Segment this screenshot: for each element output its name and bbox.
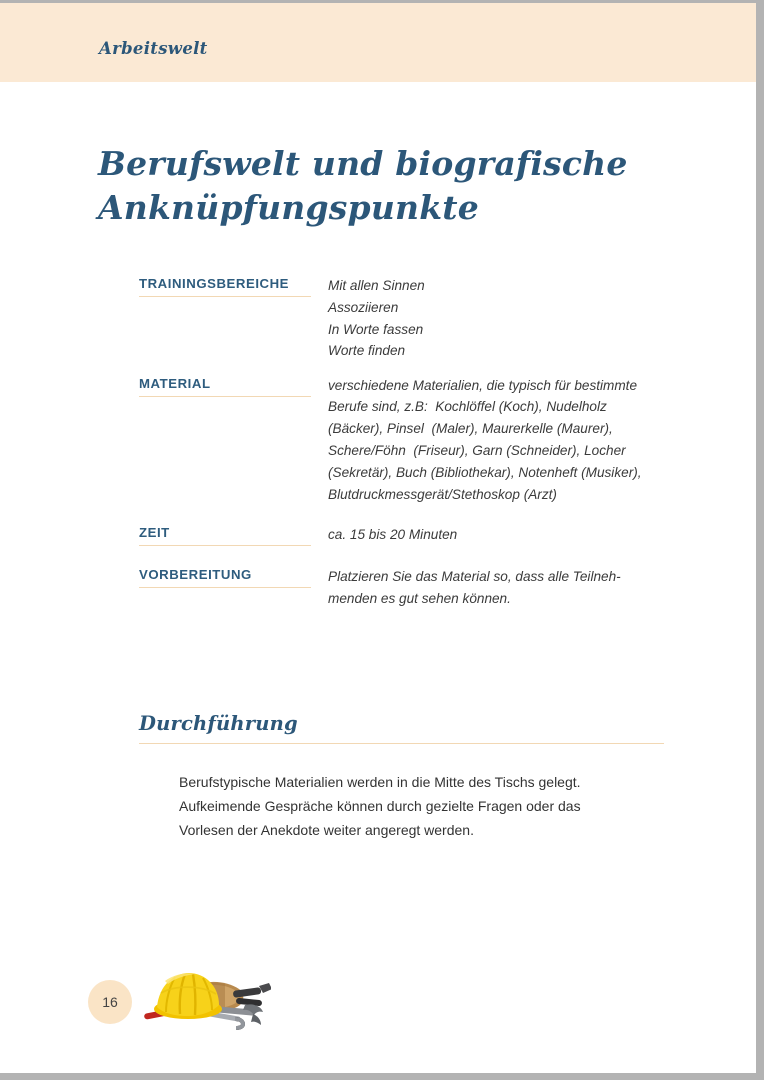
page-sheet (0, 3, 756, 1073)
meta-value-line: Mit allen Sinnen (328, 278, 425, 293)
meta-value-line: Platzieren Sie das Material so, dass alle Teilneh- (328, 569, 621, 585)
meta-label-cell (139, 275, 326, 297)
meta-value-line: Worte finden (328, 343, 406, 359)
meta-value-line: Assoziieren (328, 299, 399, 315)
meta-value-material (328, 375, 664, 506)
meta-label-material: MATERIAL (139, 375, 311, 397)
meta-value-line: ca. 15 bis 20 Minuten (328, 527, 458, 543)
meta-value-line: Berufe sind, z.B: Kochlöffel (Koch), Nudelholz (328, 399, 607, 415)
meta-label-trainingsbereiche: TRAININGSBEREICHE (139, 275, 311, 297)
page-title (98, 142, 658, 230)
meta-value-vorbereitung (328, 566, 664, 610)
meta-value-line: Blutdruckmessgerät/Stethoskop (Arzt) (328, 486, 557, 502)
meta-row-trainingsbereiche (139, 275, 664, 362)
meta-row-vorbereitung (139, 566, 664, 610)
page-number: 16 (102, 994, 118, 1010)
page-title-line-2: Anknüpfungspunkte (98, 188, 479, 228)
meta-row-zeit (139, 524, 664, 546)
section-durchfuehrung (139, 695, 664, 842)
meta-value-line: (Sekretär), Buch (Bibliothekar), Notenheft (Musiker), (328, 464, 642, 480)
meta-value-cell (326, 275, 664, 362)
banner-chapter-title: Arbeitswelt (99, 39, 208, 58)
section-body-line: Aufkeimende Gespräche können durch gezielte Fragen oder das (179, 798, 581, 815)
hard-hat-and-tools-photo (141, 961, 271, 1033)
meta-value-cell (326, 566, 664, 610)
meta-label-cell (139, 375, 326, 397)
section-heading: Durchführung (139, 711, 664, 744)
page-banner (0, 3, 756, 82)
meta-value-line: menden es gut sehen können. (328, 591, 511, 607)
page-number-badge (88, 980, 132, 1024)
meta-label-cell (139, 566, 326, 588)
meta-value-line: verschiedene Materialien, die typisch für bestimmte (328, 377, 638, 393)
meta-table (139, 275, 664, 610)
meta-row-material (139, 375, 664, 506)
page-title-line-1: Berufswelt und biografische (98, 144, 628, 184)
meta-value-line: (Bäcker), Pinsel (Maler), Maurerkelle (Maurer), (328, 421, 613, 437)
meta-value-trainingsbereiche (328, 275, 664, 362)
meta-label-zeit: ZEIT (139, 524, 311, 546)
meta-value-cell (326, 375, 664, 506)
section-body (179, 770, 649, 842)
meta-label-cell (139, 524, 326, 546)
meta-value-zeit (328, 524, 664, 546)
meta-value-cell (326, 524, 664, 546)
section-body-line: Vorlesen der Anekdote weiter angeregt werden. (179, 822, 474, 839)
meta-value-line: In Worte fassen (328, 321, 424, 337)
meta-label-vorbereitung: VORBEREITUNG (139, 566, 311, 588)
meta-value-line: Schere/Föhn (Friseur), Garn (Schneider), Locher (328, 443, 626, 459)
section-body-line: Berufstypische Materialien werden in die Mitte des Tischs gelegt. (179, 774, 581, 791)
